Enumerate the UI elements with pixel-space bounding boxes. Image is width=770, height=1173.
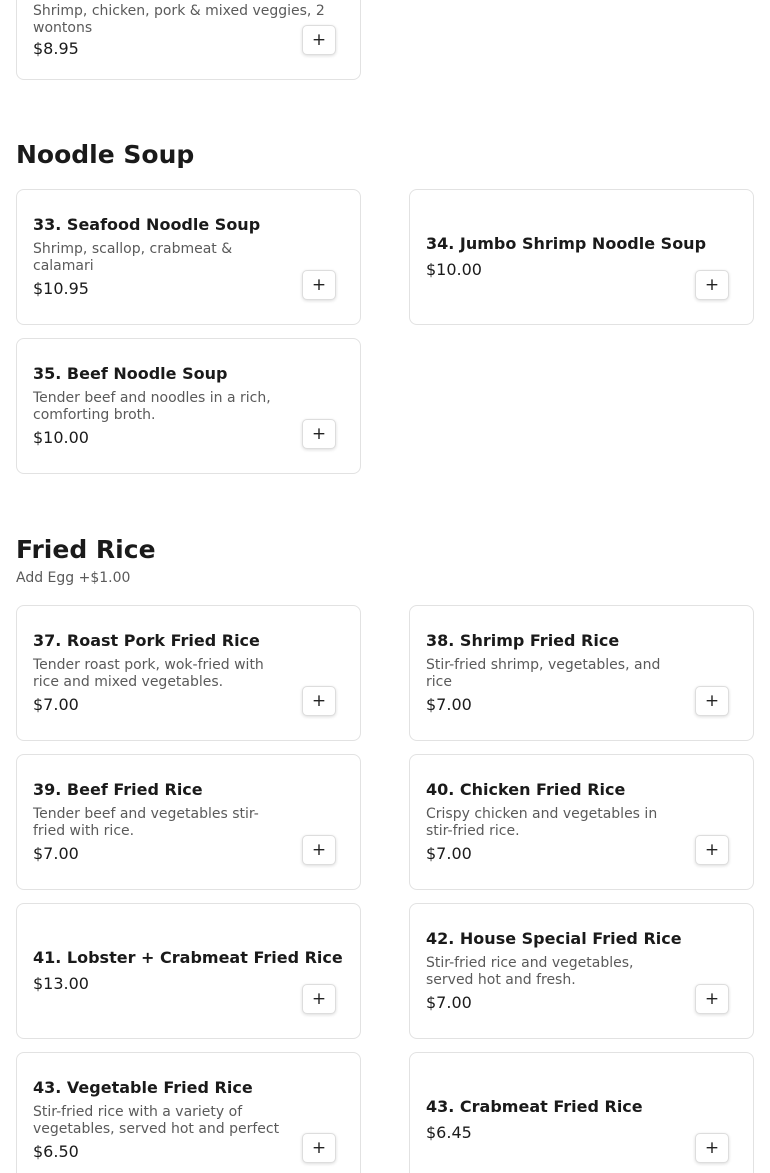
item-name: 38. Shrimp Fried Rice (426, 631, 620, 650)
menu-item-card[interactable] (16, 189, 361, 325)
item-description: Shrimp, scallop, crabmeat & calamari (33, 241, 233, 274)
section-title: Noodle Soup (16, 140, 195, 169)
item-price: $10.00 (33, 428, 89, 447)
item-name: 33. Seafood Noodle Soup (33, 215, 261, 234)
item-name: 43. Crabmeat Fried Rice (426, 1097, 643, 1116)
item-price: $7.00 (33, 695, 79, 714)
item-description: Tender beef and vegetables stir-fried with rice. (33, 806, 259, 839)
item-description: Shrimp, chicken, pork & mixed veggies, 2 wontons (33, 3, 325, 36)
item-description: Stir-fried shrimp, vegetables, and rice (426, 657, 661, 690)
add-item-button[interactable]: + (302, 25, 336, 55)
menu-item-card[interactable] (16, 605, 361, 741)
item-name: 43. Vegetable Fried Rice (33, 1078, 253, 1097)
menu-item-card[interactable] (409, 1052, 754, 1173)
add-item-button[interactable]: + (302, 419, 336, 449)
item-name: 35. Beef Noodle Soup (33, 364, 228, 383)
item-price: $7.00 (426, 993, 472, 1012)
add-item-button[interactable]: + (302, 686, 336, 716)
item-price: $7.00 (426, 844, 472, 863)
add-item-button[interactable]: + (695, 686, 729, 716)
item-price: $13.00 (33, 974, 89, 993)
item-name: 39. Beef Fried Rice (33, 780, 203, 799)
item-name: 34. Jumbo Shrimp Noodle Soup (426, 234, 707, 253)
item-price: $10.95 (33, 279, 89, 298)
add-item-button[interactable]: + (695, 835, 729, 865)
item-name: 41. Lobster + Crabmeat Fried Rice (33, 948, 343, 967)
item-price: $6.45 (426, 1123, 472, 1142)
section-note: Add Egg +$1.00 (16, 570, 131, 586)
add-item-button[interactable]: + (302, 984, 336, 1014)
menu-item-card[interactable] (409, 189, 754, 325)
add-item-button[interactable]: + (302, 1133, 336, 1163)
item-name: 40. Chicken Fried Rice (426, 780, 626, 799)
menu-item-card[interactable] (16, 0, 361, 80)
menu-item-card[interactable] (16, 338, 361, 474)
item-name: 37. Roast Pork Fried Rice (33, 631, 260, 650)
item-description: Stir-fried rice with a variety of vegetables, served hot and perfect (33, 1104, 280, 1137)
add-item-button[interactable]: + (695, 1133, 729, 1163)
add-item-button[interactable]: + (695, 270, 729, 300)
item-price: $7.00 (33, 844, 79, 863)
item-price: $6.50 (33, 1142, 79, 1161)
add-item-button[interactable]: + (695, 984, 729, 1014)
menu-item-card[interactable] (409, 754, 754, 890)
item-name: 42. House Special Fried Rice (426, 929, 682, 948)
menu-item-card[interactable] (409, 605, 754, 741)
menu-item-card[interactable] (409, 903, 754, 1039)
menu-item-card[interactable] (16, 903, 361, 1039)
menu-item-card[interactable] (16, 1052, 361, 1173)
section-title: Fried Rice (16, 535, 156, 564)
add-item-button[interactable]: + (302, 270, 336, 300)
menu-item-card[interactable] (16, 754, 361, 890)
item-price: $10.00 (426, 260, 482, 279)
item-description: Tender beef and noodles in a rich, comforting broth. (33, 390, 271, 423)
item-description: Tender roast pork, wok-fried with rice and mixed vegetables. (33, 657, 264, 690)
item-description: Stir-fried rice and vegetables, served hot and fresh. (426, 955, 634, 988)
item-price: $8.95 (33, 39, 79, 58)
add-item-button[interactable]: + (302, 835, 336, 865)
item-price: $7.00 (426, 695, 472, 714)
item-description: Crispy chicken and vegetables in stir-fried rice. (426, 806, 658, 839)
